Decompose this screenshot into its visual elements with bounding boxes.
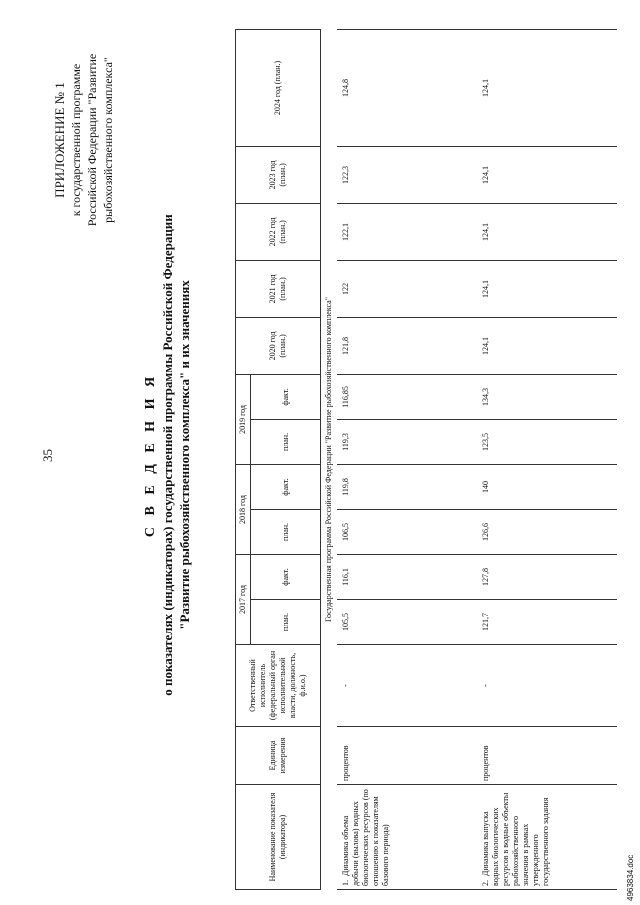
document-id: 4963834.doc: [626, 854, 635, 901]
indicator-number: 2.: [481, 880, 490, 886]
value-plan-2019: 123,5: [477, 419, 617, 464]
appendix-line-2: Российской Федерации "Развитие: [85, 53, 99, 227]
table-row: [477, 29, 617, 889]
header-2023: 2023 год (план.): [236, 146, 321, 203]
value-2024: 124,8: [337, 29, 477, 146]
header-2021: 2021 год (план.): [236, 260, 321, 317]
indicator-unit: процентов: [337, 727, 477, 785]
indicators-table: [235, 29, 617, 890]
title-line-3: "Развитие рыбохозяйственного комплекса" и их значениях: [177, 280, 192, 630]
header-plan-2018: план.: [251, 509, 321, 554]
value-2020: 124,1: [477, 317, 617, 374]
indicator-number: 1.: [341, 880, 350, 886]
value-fact-2018: 140: [477, 464, 617, 509]
appendix-line-3: рыбохозяйственного комплекса": [101, 57, 115, 223]
header-unit: Единица измерения: [236, 727, 321, 785]
appendix-line-1: к государственной программе: [69, 63, 83, 217]
header-2019: 2019 год: [236, 374, 251, 464]
value-fact-2019: 134,3: [477, 374, 617, 419]
indicator-name: [337, 785, 477, 890]
value-plan-2018: 106,5: [337, 509, 477, 554]
document-title: [143, 175, 193, 735]
value-2022: 122,1: [337, 203, 477, 260]
program-row: [321, 29, 338, 889]
value-2020: 121,8: [337, 317, 477, 374]
value-plan-2018: 126,6: [477, 509, 617, 554]
value-2023: 122,3: [337, 146, 477, 203]
value-plan-2017: 105,5: [337, 600, 477, 645]
value-fact-2018: 119,8: [337, 464, 477, 509]
value-fact-2019: 116,85: [337, 374, 477, 419]
value-2023: 124,1: [477, 146, 617, 203]
title-line-1: С В Е Д Е Н И Я: [143, 372, 158, 538]
indicator-unit: процентов: [477, 727, 617, 785]
value-2021: 124,1: [477, 260, 617, 317]
page-number: 35: [40, 449, 55, 462]
value-fact-2017: 116,1: [337, 554, 477, 599]
appendix-block: [52, 15, 116, 265]
indicator-executor: -: [477, 645, 617, 727]
header-plan-2017: план.: [251, 600, 321, 645]
header-2022: 2022 год (план.): [236, 203, 321, 260]
header-2018: 2018 год: [236, 464, 251, 554]
value-plan-2019: 119,3: [337, 419, 477, 464]
header-2017: 2017 год: [236, 554, 251, 644]
value-2022: 124,1: [477, 203, 617, 260]
value-fact-2017: 127,8: [477, 554, 617, 599]
header-2024: 2024 год (план.): [236, 29, 321, 146]
header-executor: Ответственный исполнитель (федеральный орган исполнительной власти, должность, ф.и.о.): [236, 645, 321, 727]
header-fact-2018: факт.: [251, 464, 321, 509]
header-2020: 2020 год (план.): [236, 317, 321, 374]
header-fact-2019: факт.: [251, 374, 321, 419]
header-row-years: [236, 29, 251, 889]
value-plan-2017: 121,7: [477, 600, 617, 645]
header-name: Наименование показателя (индикатора): [236, 785, 321, 890]
header-fact-2017: факт.: [251, 554, 321, 599]
table-row: [337, 29, 477, 889]
value-2024: 124,1: [477, 29, 617, 146]
appendix-heading: ПРИЛОЖЕНИЕ № 1: [52, 82, 67, 198]
indicator-name: [477, 785, 617, 890]
program-title: Государственная программа Российской Федерации "Развитие рыбохозяйственного комплекса": [324, 297, 333, 622]
indicator-label: Динамика выпуска водных биологических ресурсов в водные объекты рыбохозяйственного значения в рамках утвержденного государственного задания: [481, 792, 550, 886]
indicator-executor: -: [337, 645, 477, 727]
value-2021: 122: [337, 260, 477, 317]
indicator-label: Динамика объема добычи (вылова) водных биологических ресурсов (по отношению к показателям базового периода): [341, 789, 390, 886]
title-line-2: о показателях (индикаторах) государственной программы Российской Федерации: [160, 214, 175, 696]
header-plan-2019: план.: [251, 419, 321, 464]
